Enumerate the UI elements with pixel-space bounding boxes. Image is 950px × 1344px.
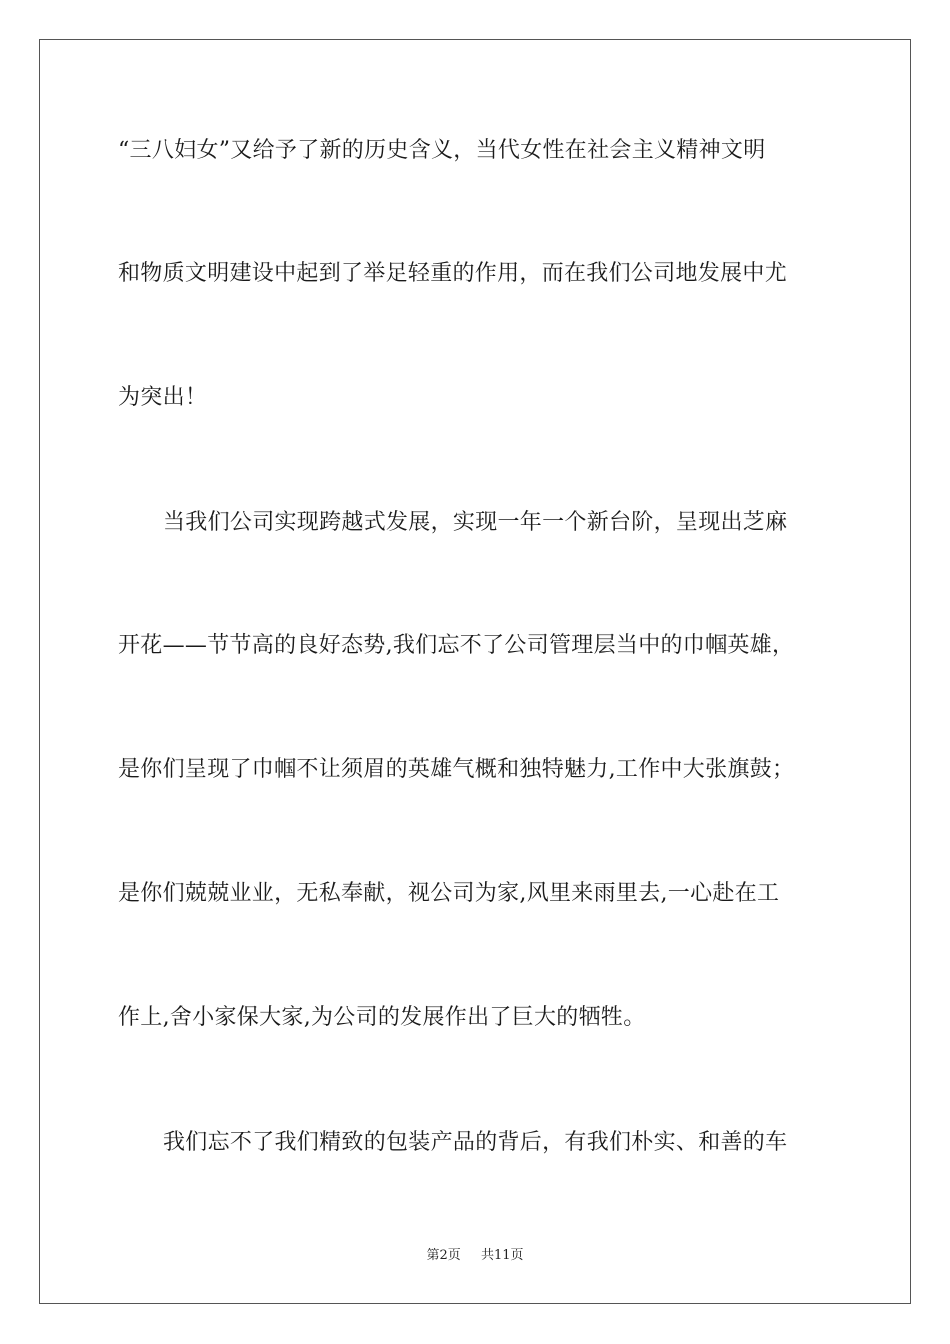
paragraph-line: 我们忘不了我们精致的包装产品的背后，有我们朴实、和善的车: [163, 1130, 788, 1155]
paragraph-line: 为突出！: [118, 385, 208, 410]
paragraph-line: 和物质文明建设中起到了举足轻重的作用，而在我们公司地发展中尤: [118, 261, 788, 286]
paragraph-line: 作上,舍小家保大家,为公司的发展作出了巨大的牺牲。: [118, 1005, 646, 1030]
total-pages: 共11页: [481, 1248, 524, 1263]
page-footer: [0, 1247, 950, 1265]
page-number: 第2页: [426, 1248, 461, 1263]
paragraph-line: “三八妇女”又给予了新的历史含义，当代女性在社会主义精神文明: [118, 138, 766, 163]
page-border: [39, 39, 911, 1304]
paragraph-line: 当我们公司实现跨越式发展，实现一年一个新台阶，呈现出芝麻: [163, 510, 788, 535]
paragraph-line: 是你们兢兢业业，无私奉献，视公司为家,风里来雨里去,一心赴在工: [118, 881, 780, 906]
paragraph-line: 是你们呈现了巾帼不让须眉的英雄气概和独特魅力,工作中大张旗鼓；: [118, 757, 795, 782]
paragraph-line: 开花——节节高的良好态势,我们忘不了公司管理层当中的巾帼英雄，: [118, 633, 795, 658]
